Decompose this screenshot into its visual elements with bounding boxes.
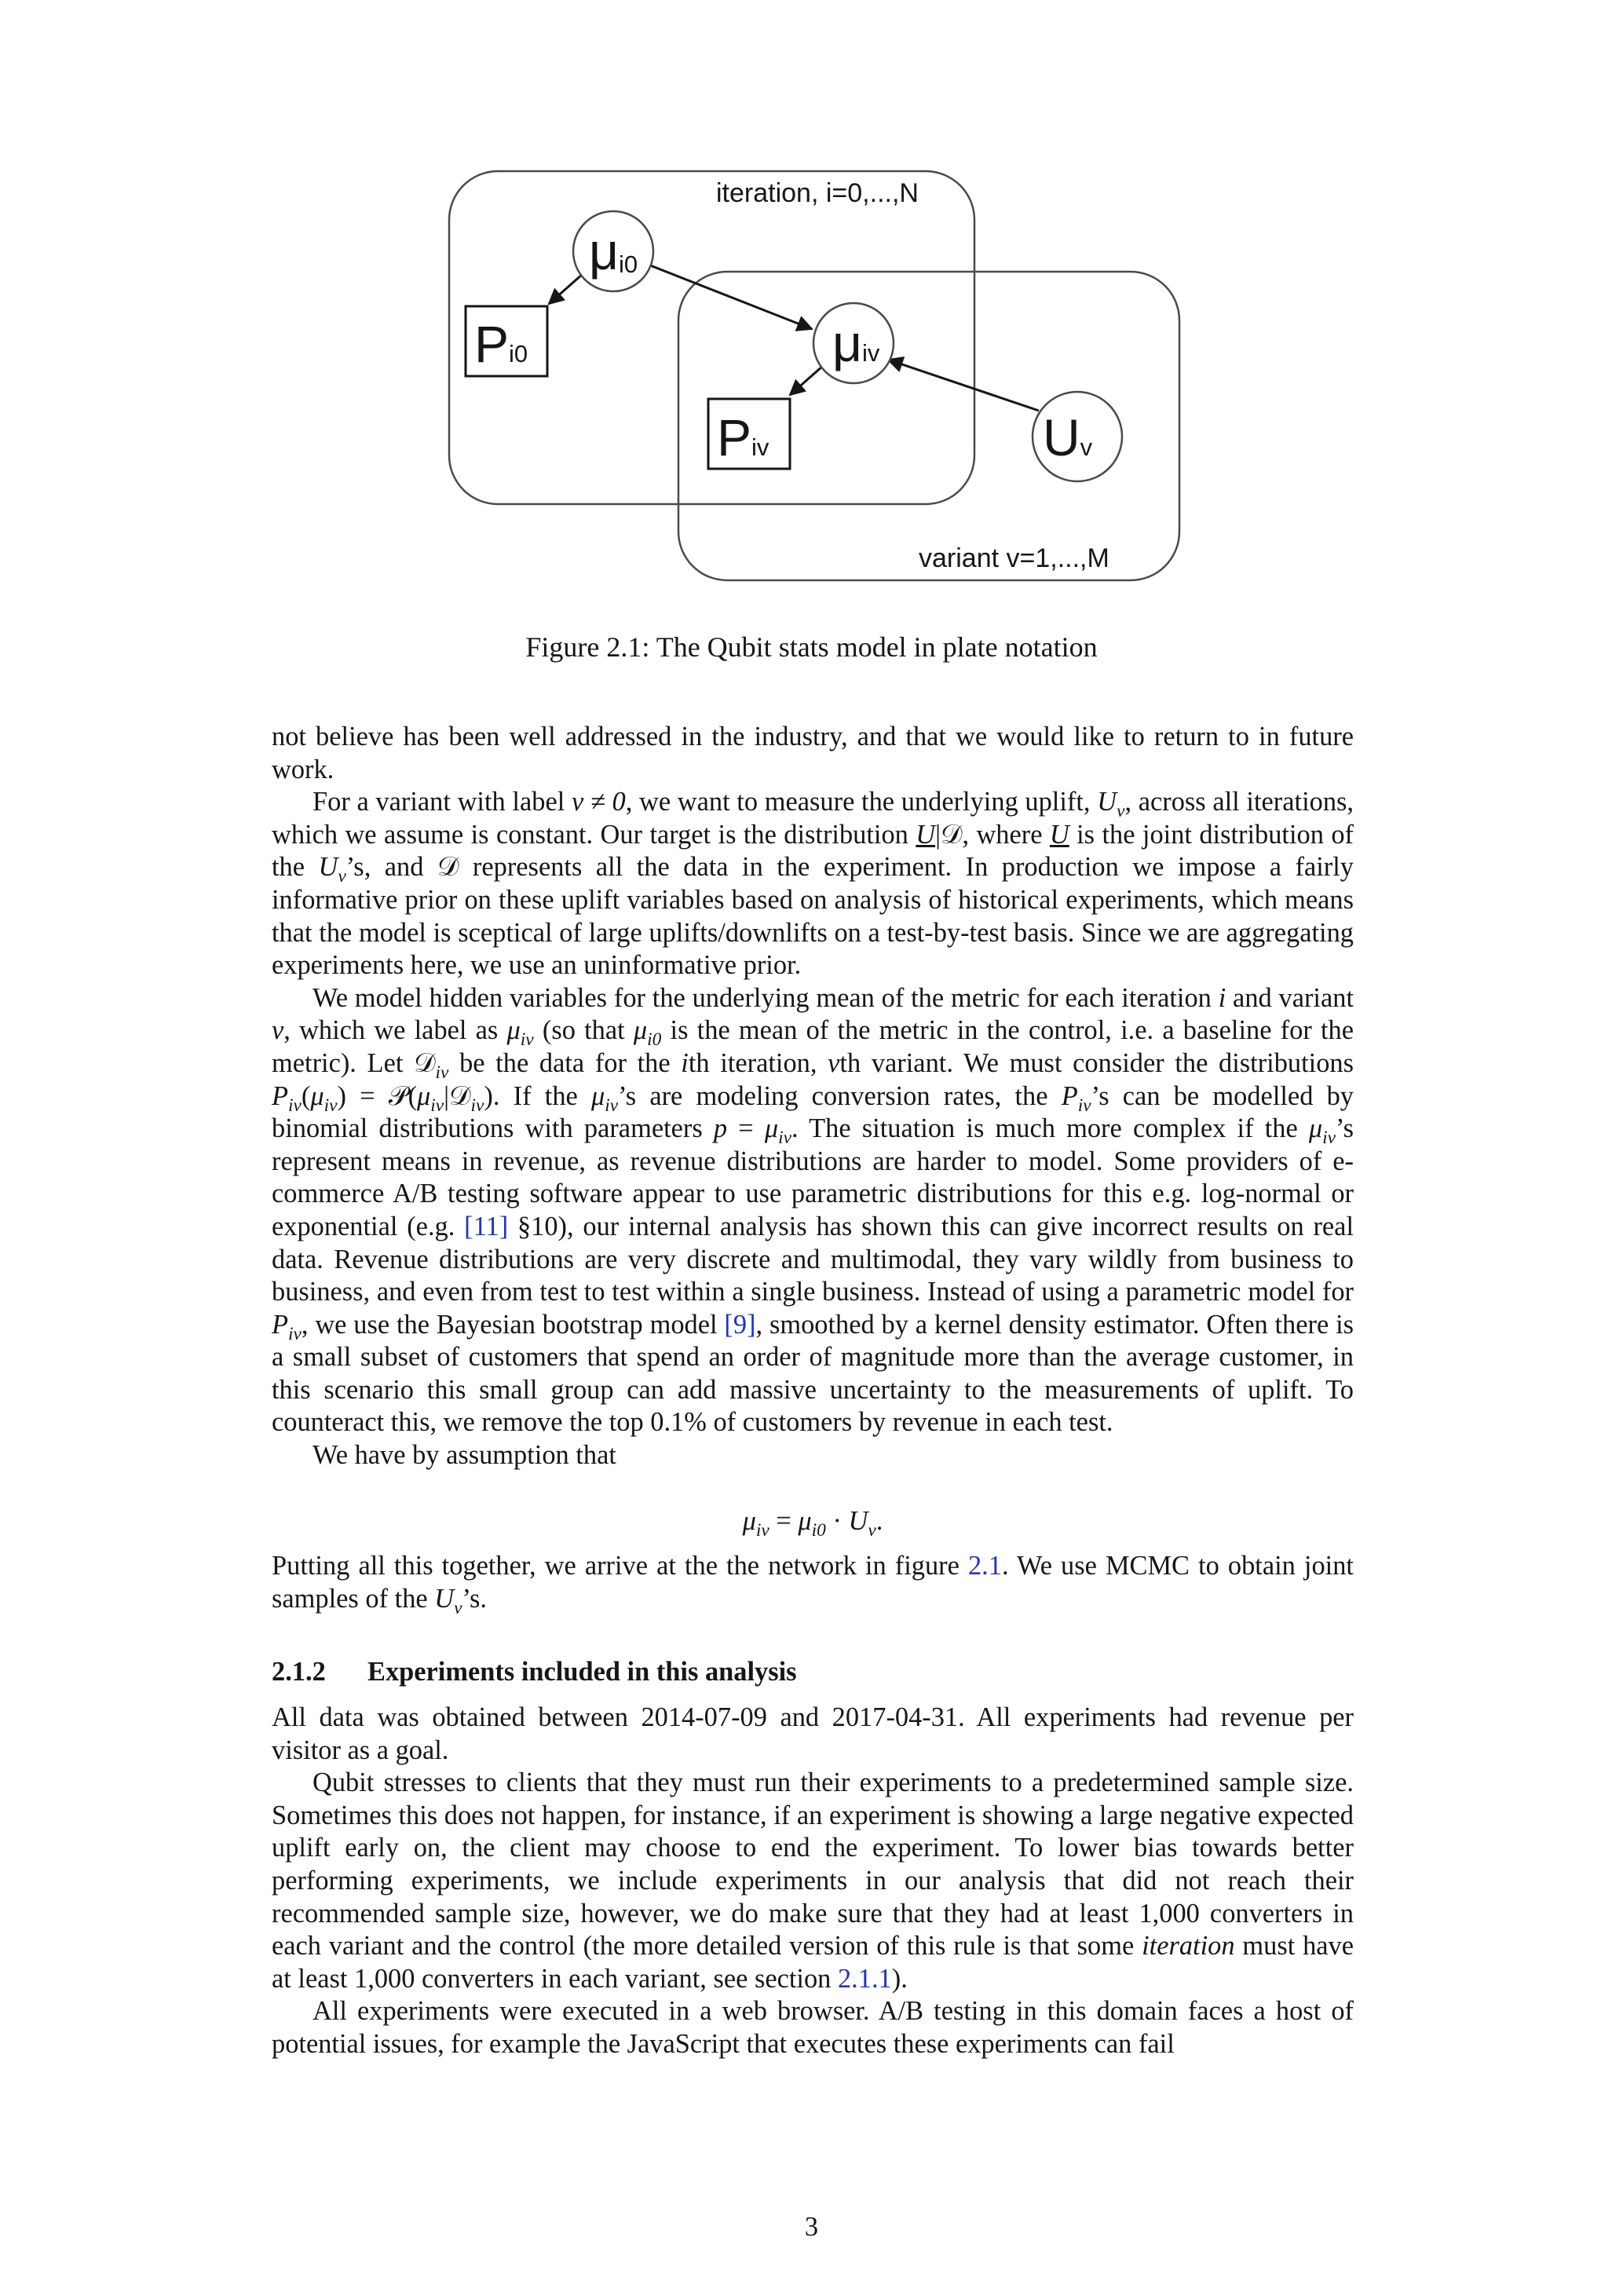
section-ref-2-1-1[interactable]: 2.1.1	[837, 1963, 892, 1994]
variant-plate-label: variant v=1,...,M	[919, 543, 1109, 573]
figure-ref-2-1[interactable]: 2.1	[967, 1551, 1002, 1581]
p2-f: be the data for the	[448, 1047, 682, 1078]
p2-l: . The situation is much more complex if the	[791, 1113, 1309, 1144]
p2-a: We model hidden variables for the underlying mean of the metric for each iteration	[313, 982, 1219, 1013]
node-u-v-subscript: v	[1080, 433, 1093, 461]
paragraph-continuation: not believe has been well addressed in the industry, and that we would like to return to in future work.	[272, 722, 1354, 784]
paragraph-uplift	[272, 786, 1354, 982]
p4-c: ’s.	[462, 1583, 488, 1614]
figure-caption: Figure 2.1: The Qubit stats model in plate notation	[525, 631, 1098, 663]
citation-11[interactable]: [11]	[464, 1211, 509, 1241]
p4-a: Putting all this together, we arrive at the the network in figure	[272, 1551, 968, 1581]
p1-i: ’s, and	[345, 852, 437, 883]
math-p-eq-mu: p	[713, 1113, 728, 1144]
paragraph-model: We model hidden variables for the underlying mean of the metric for each iteration i and variant v, which we label as $\mu_{iv}$ (so that $\mu_{i0}$ is the mean of the metric in the control, i.e. a baseline for the metric). Let 𝒟$_{iv}$ be the data for the ith iteration, vth variant. We must consider the distributions $P_{iv}(\mu_{iv})$ = $𝒫(\mu_{iv}|𝒟_{iv})$. If the $\mu_{iv}’s$ are modeling conversion rates, the $P_{iv}’s$ can be modelled by binomial distributions with parameters $p = \mu_{iv}$. The situation is much more complex if the $\mu_{iv}’s$ represent means in revenue, as revenue distributions are harder to model. Some providers of e-commerce A/B testing software appear to use parametric distributions for this e.g. log-normal or exponential (e.g. [11] §10), our internal analysis has shown this can give incorrect results on real data. Revenue distributions are very discrete and multimodal, they vary wildly from business to business, and even from test to test within a single business. Instead of using a parametric model for $P_{iv}$, we use the Bayesian bootstrap model [9], smoothed by a kernel density estimator. Often there is a small subset of customers that spend an order of magnitude more than the average customer, in this scenario this small group can add massive uncertainty to the measurements of uplift. To counteract this, we remove the top 0.1% of customers by revenue in each test.	[272, 982, 1354, 1438]
math-U-v-3: $U_v$	[434, 1583, 462, 1618]
math-i-2: i	[681, 1047, 689, 1078]
plate-diagram	[0, 0, 1623, 620]
p2-n: §10), our internal analysis has shown this can give incorrect results on real data. Revenue distributions are very discrete and multimodal, they vary wildly from business to business, and even from test to test within a single business. Instead of using a parametric model for	[272, 1211, 1354, 1307]
body-text	[272, 721, 1354, 2061]
math-U-v-2: $U_v$	[318, 852, 346, 887]
equation-mu-iv: $\mu_{iv} = \mu_{i0} \cdot U_v$.	[742, 1505, 883, 1541]
p2-c: , which we label as	[283, 1015, 507, 1046]
p1-a: For a variant with label	[313, 787, 572, 817]
iteration-plate-label: iteration, i=0,...,N	[716, 178, 919, 208]
paragraph-network	[272, 1550, 1354, 1618]
math-v-neq-0: v ≠ 0	[571, 787, 626, 817]
p2-h: th variant. We must consider the distributions	[839, 1047, 1354, 1078]
page-number: 3	[804, 2212, 819, 2242]
p6-d: ).	[891, 1963, 908, 1994]
p1-c: , we want to measure the underlying uplift,	[625, 787, 1098, 817]
math-mu-i0: $\mu_{i0}$	[633, 1015, 662, 1051]
paragraph-assumption: We have by assumption that	[313, 1440, 616, 1471]
math-U-underlined: U	[916, 819, 936, 850]
p2-k: ’s can be modelled by binomial distributions with parameters	[272, 1080, 1354, 1144]
math-P-iv-def: $P_{iv}(\mu_{iv})$ = $𝒫(\mu_{iv}|𝒟_{iv})$	[272, 1080, 493, 1116]
math-v-2: v	[828, 1047, 840, 1078]
math-D: 𝒟	[437, 852, 459, 883]
edge-mu-iv-to-p-iv	[790, 366, 823, 395]
p2-j: ’s are modeling conversion rates, the	[618, 1080, 1062, 1111]
node-mu-iv-subscript: iv	[862, 339, 880, 367]
math-mu-iv-2: $\mu_{iv}$	[591, 1080, 619, 1116]
p6-a: Qubit stresses to clients that they must run their experiments to a predetermined sample size. Sometimes this does not happen, for instance, if an experiment is showing a large negative expected uplift early on, the client may choose to end the experiment. To lower bias towards better performing experiments, we include experiments in our analysis that did not reach their recommended sample size, however, we do make sure that they had at least 1,000 converters in each variant and the control (the more detailed version of this rule is that some	[272, 1768, 1354, 1961]
node-mu-iv-symbol: μ	[832, 314, 863, 372]
math-U-underlined-2: U	[1049, 819, 1069, 850]
p2-o: , we use the Bayesian bootstrap model	[301, 1309, 725, 1340]
p4-b: . We use MCMC to obtain joint samples of the	[272, 1551, 1354, 1614]
math-P-iv-2: $P_{iv}$	[272, 1309, 302, 1344]
math-given-D: |𝒟, where	[935, 819, 1050, 850]
node-p-iv-symbol: P	[717, 408, 752, 466]
p2-d: (so that	[533, 1015, 634, 1046]
p2-m: ’s represent means in revenue, as revenue distributions are harder to model. Some providers of e-commerce A/B testing software appear to use parametric distributions for this e.g. log-normal or exponential (e.g.	[272, 1113, 1354, 1241]
math-P-iv: $P_{iv}$	[1061, 1080, 1091, 1116]
p6-iteration: iteration	[1142, 1931, 1235, 1961]
math-mu-iv-4: $\mu_{iv}$	[1308, 1113, 1336, 1148]
p2-i: . If the	[492, 1080, 592, 1111]
p2-b: and variant	[1226, 982, 1354, 1013]
p2-p: , smoothed by a kernel density estimator. Often there is a small subset of customers that spend an order of magnitude more than the average customer, in this scenario this small group can add massive uncertainty to the measurements of uplift. To counteract this, we remove the top 0.1% of customers by revenue in each test.	[272, 1309, 1354, 1438]
edge-mu-i0-to-mu-iv	[646, 264, 812, 329]
math-D-iv: 𝒟$_{iv}$	[414, 1047, 449, 1083]
math-mu-iv: $\mu_{iv}$	[506, 1015, 534, 1051]
math-U-v: $U_v$	[1097, 787, 1125, 822]
math-v: v	[272, 1015, 284, 1046]
node-p-i0-subscript: i0	[509, 340, 528, 367]
p1-h: is the joint distribution of the	[272, 819, 1354, 883]
section-number: 2.1.2	[272, 1657, 326, 1687]
math-mu-iv-3: $\mu_{iv}$	[764, 1113, 792, 1148]
section-heading	[272, 1656, 1354, 1689]
p1-d: , across all iterations, which we assume is constant. Our target is the distribution	[272, 787, 1354, 850]
p1-k: represents all the data in the experiment. In production we impose a fairly informative prior on these uplift variables based on analysis of historical experiments, which means that the model is sceptical of large uplifts/downlifts on a test-by-test basis. Since we are aggregating experiments here, we use an uninformative prior.	[272, 852, 1354, 981]
node-mu-i0-subscript: i0	[619, 250, 638, 278]
paragraph-sample-size	[272, 1767, 1354, 1995]
edge-u-v-to-mu-iv	[888, 360, 1039, 411]
p2-e: is the mean of the metric in the control, i.e. a baseline for the metric). Let	[272, 1015, 1354, 1078]
node-mu-i0-symbol: μ	[589, 222, 620, 280]
citation-9[interactable]: [9]	[724, 1309, 756, 1340]
math-i: i	[1218, 982, 1226, 1013]
node-u-v-symbol: U	[1043, 408, 1080, 466]
section-title: Experiments included in this analysis	[367, 1657, 797, 1687]
paragraph-data-range: All data was obtained between 2014-07-09 and 2017-04-31. All experiments had revenue per visitor as a goal.	[272, 1702, 1354, 1765]
node-p-iv-subscript: iv	[751, 433, 769, 461]
paragraph-web-browser: All experiments were executed in a web browser. A/B testing in this domain faces a host of potential issues, for example the JavaScript that executes these experiments can fail	[272, 1996, 1354, 2059]
p6-c: must have at least 1,000 converters in each variant, see section	[272, 1931, 1354, 1994]
p2-g: th iteration,	[688, 1047, 828, 1078]
node-p-i0-symbol: P	[474, 315, 510, 373]
edge-mu-i0-to-p-i0	[549, 274, 583, 304]
